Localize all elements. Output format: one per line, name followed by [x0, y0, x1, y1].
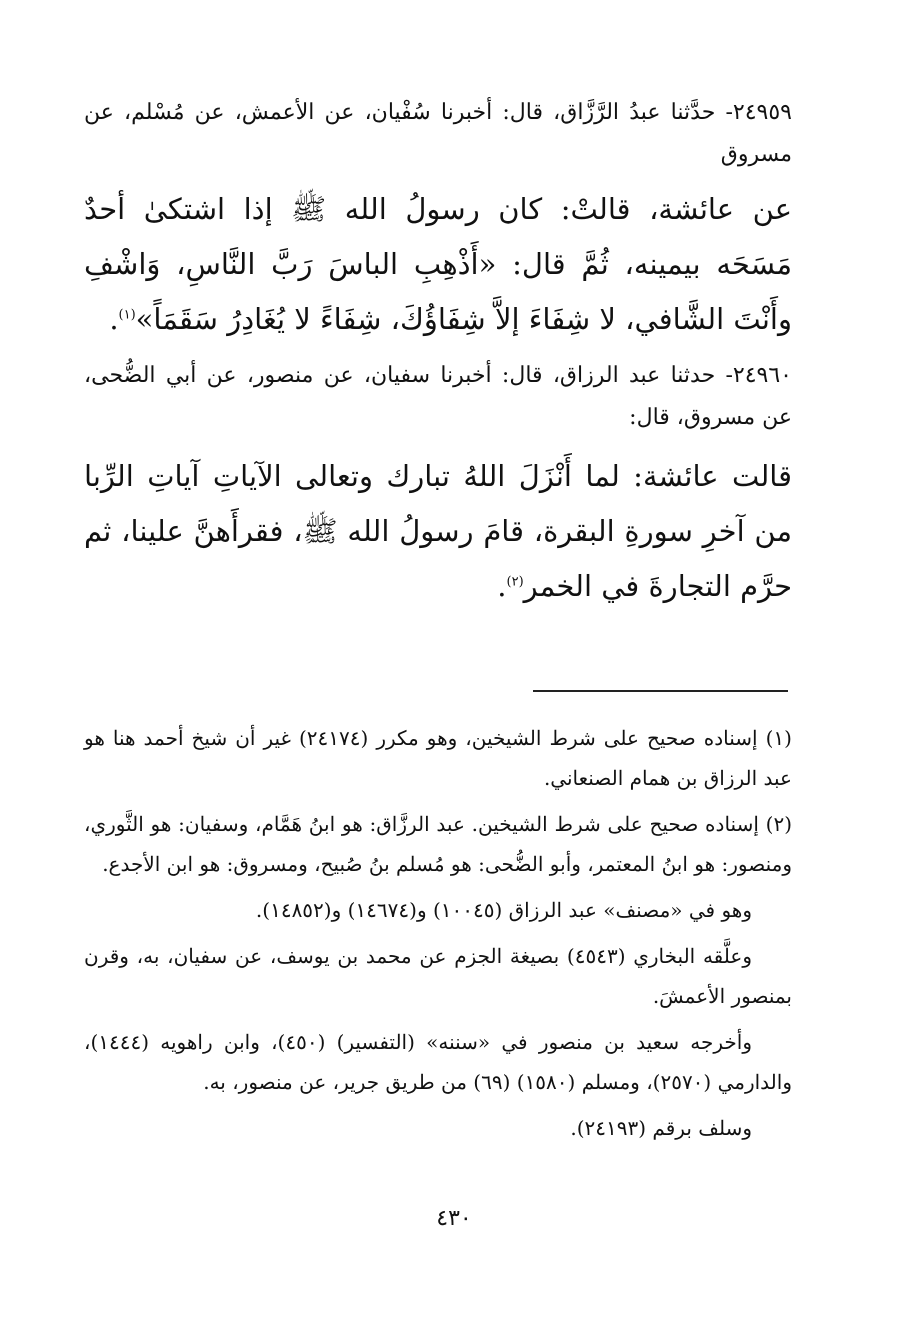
hadith-matn-text: عن عائشة، قالتْ: كان رسولُ الله ﷺ إذا اشتكىٰ أحدٌ مَسَحَه بيمينه، ثُمَّ قال: «أَذْهِبِ الباسَ رَبَّ النَّاسِ، وَاشْفِ وأَنْتَ الشَّافي، لا شِفَاءَ إلاَّ شِفَاؤُكَ، شِفَاءً لا يُغَادِرُ سَقَمَاً» — [84, 192, 792, 336]
main-text — [84, 92, 792, 614]
footnote: وأخرجه سعيد بن منصور في «سننه» (التفسير) (٤٥٠)، وابن راهويه (١٤٤٤)، والدارمي (٢٥٧٠)، ومسلم (١٥٨٠) (٦٩) من طريق جرير، عن منصور، به. — [84, 1030, 792, 1094]
hadith-matn-text: قالت عائشة: لما أَنْزَلَ اللهُ تبارك وتعالى الآياتِ آياتِ الرِّبا من آخرِ سورةِ البقرة، قامَ رسولُ الله ﷺ، فقرأَهنَّ علينا، ثم حرَّم التجارةَ في الخمر — [84, 459, 792, 603]
page-number: ٤٣٠ — [436, 1206, 472, 1231]
footnote: وعلَّقه البخاري (٤٥٤٣) بصيغة الجزم عن محمد بن يوسف، عن سفيان، به، وقرن بمنصور الأعمشَ. — [84, 944, 792, 1008]
footnote-reference: (١) — [118, 307, 136, 323]
hadith-matn — [84, 449, 792, 614]
footnote-divider — [533, 690, 788, 692]
hadith-matn — [84, 182, 792, 347]
hadith-isnad: ٢٤٩٦٠- حدثنا عبد الرزاق، قال: أخبرنا سفيان، عن منصور، عن أبي الضُّحى، عن مسروق، قال: — [84, 363, 792, 430]
hadith-isnad: ٢٤٩٥٩- حدَّثنا عبدُ الرَّزَّاق، قال: أخبرنا سُفْيان، عن الأعمش، عن مُسْلم، عن مسروق — [84, 100, 792, 167]
footnote-reference: (٢) — [506, 574, 524, 590]
footnote: وهو في «مصنف» عبد الرزاق (١٠٠٤٥) و(١٤٦٧٤) و(١٤٨٥٢). — [255, 898, 752, 922]
hadith-matn-end: . — [497, 569, 507, 603]
hadith-matn-end: . — [109, 302, 119, 336]
footnotes-section — [84, 718, 792, 1154]
footnote: وسلف برقم (٢٤١٩٣). — [570, 1116, 752, 1140]
footnote: (٢) إسناده صحيح على شرط الشيخين. عبد الرزَّاق: هو ابنُ هَمَّام، وسفيان: هو الثَّوري، ومنصور: هو ابنُ المعتمر، وأبو الضُّحى: هو مُسلم بنُ صُبيح، ومسروق: هو ابن الأجدع. — [84, 812, 792, 876]
footnote: (١) إسناده صحيح على شرط الشيخين، وهو مكرر (٢٤١٧٤) غير أن شيخ أحمد هنا هو عبد الرزاق بن همام الصنعاني. — [84, 726, 792, 790]
